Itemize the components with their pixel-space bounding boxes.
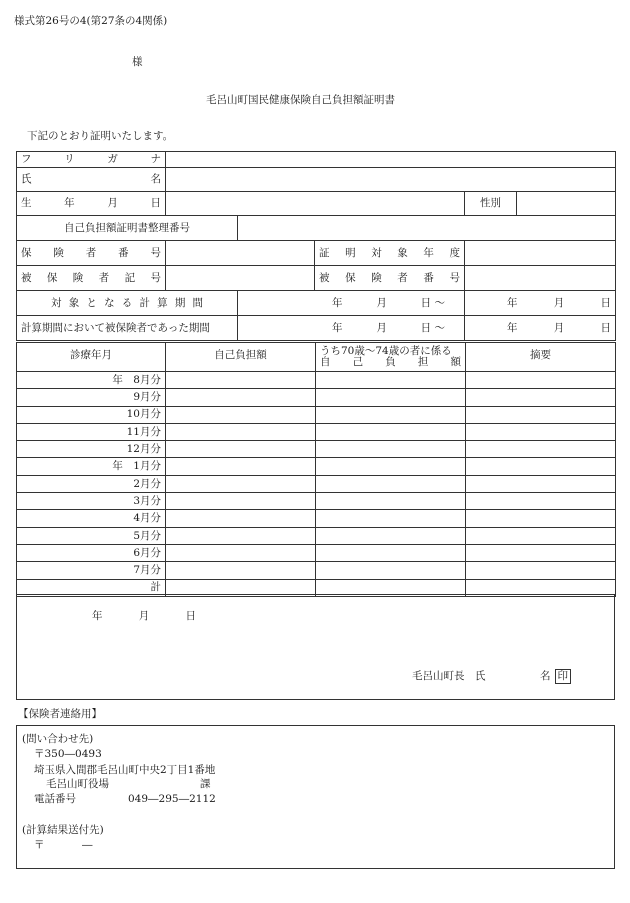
inquiry-section-suffix: 課 (200, 778, 211, 790)
cert-year-text: 証 明 対 象 年 度 (319, 246, 460, 259)
notes-cell[interactable] (466, 406, 616, 423)
insured-symbol-label (17, 266, 166, 291)
notes-cell[interactable] (466, 423, 616, 440)
header-elderly (316, 343, 466, 372)
phone-label: 電話番号 (34, 793, 76, 805)
signature-date: 年 月 日 (92, 610, 196, 622)
table-row (17, 527, 616, 544)
month-label: 9月分 (17, 389, 166, 406)
copay-cell[interactable] (166, 423, 316, 440)
signature-block (16, 594, 615, 700)
mayor-name-area (540, 669, 571, 684)
send-label: (計算結果送付先) (22, 824, 104, 836)
name-label (17, 168, 166, 192)
insurer-number-text: 保 険 者 番 号 (21, 246, 161, 259)
birthdate-input[interactable] (166, 192, 465, 216)
elderly-copay-cell[interactable] (316, 475, 466, 492)
month-label: 7月分 (17, 562, 166, 579)
contact-section-title: 【保険者連絡用】 (18, 708, 102, 720)
table-row (17, 441, 616, 458)
header-notes: 摘要 (466, 343, 616, 372)
header-copay: 自己負担額 (166, 343, 316, 372)
cert-year-label (315, 241, 465, 266)
calc-period-label (17, 291, 238, 316)
notes-cell[interactable] (466, 510, 616, 527)
copay-cell[interactable] (166, 441, 316, 458)
notes-cell[interactable] (466, 458, 616, 475)
calc-period-to-text: 年 月 日 (507, 296, 611, 309)
cert-number-input[interactable] (238, 216, 616, 241)
header-elderly-line2: 自 己 負 担 額 (320, 356, 461, 368)
copay-cell[interactable] (166, 493, 316, 510)
furigana-label (17, 152, 166, 168)
copay-cell[interactable] (166, 389, 316, 406)
calc-period-from-text: 年 月 日 〜 (332, 296, 445, 309)
month-label: 6月分 (17, 544, 166, 561)
gender-input[interactable] (517, 192, 616, 216)
insured-number-text: 被 保 険 者 番 号 (319, 271, 460, 284)
elderly-copay-cell[interactable] (316, 441, 466, 458)
month-label: 3月分 (17, 493, 166, 510)
copay-cell[interactable] (166, 562, 316, 579)
calc-period-text: 対 象 と な る 計 算 期 間 (51, 296, 203, 309)
cert-number-label: 自己負担額証明書整理番号 (17, 216, 238, 241)
personal-info-table (16, 151, 616, 341)
addressee-suffix: 様 (132, 56, 143, 68)
insured-symbol-input[interactable] (166, 266, 315, 291)
contact-block (16, 725, 615, 869)
calc-period-from[interactable] (238, 291, 465, 316)
birthdate-text: 生 年 月 日 (21, 197, 161, 210)
cert-year-input[interactable] (465, 241, 616, 266)
calc-period-to[interactable] (465, 291, 616, 316)
elderly-copay-cell[interactable] (316, 458, 466, 475)
table-row (17, 510, 616, 527)
notes-cell[interactable] (466, 475, 616, 492)
elderly-copay-cell[interactable] (316, 544, 466, 561)
insured-period-from[interactable] (238, 316, 465, 341)
copay-cell[interactable] (166, 475, 316, 492)
table-row (17, 372, 616, 389)
elderly-copay-cell[interactable] (316, 389, 466, 406)
notes-cell[interactable] (466, 562, 616, 579)
intro-text: 下記のとおり証明いたします。 (27, 130, 174, 142)
elderly-copay-cell[interactable] (316, 493, 466, 510)
insured-symbol-text: 被 保 険 者 記 号 (21, 271, 161, 284)
month-label: 4月分 (17, 510, 166, 527)
elderly-copay-cell[interactable] (316, 527, 466, 544)
header-elderly-line1: うち70歳〜74歳の者に係る (320, 344, 452, 357)
inquiry-postal: 〒350―0493 (34, 748, 102, 760)
insurer-number-input[interactable] (166, 241, 315, 266)
phone-number: 049―295―2112 (128, 793, 216, 805)
copay-cell[interactable] (166, 527, 316, 544)
table-row (17, 458, 616, 475)
copay-cell[interactable] (166, 372, 316, 389)
table-row (17, 493, 616, 510)
month-label: 10月分 (17, 406, 166, 423)
elderly-copay-cell[interactable] (316, 372, 466, 389)
notes-cell[interactable] (466, 527, 616, 544)
copay-cell[interactable] (166, 544, 316, 561)
send-dash: ― (82, 839, 93, 851)
seal-stamp: 印 (555, 669, 572, 684)
birthdate-label (17, 192, 166, 216)
notes-cell[interactable] (466, 544, 616, 561)
month-label: 5月分 (17, 527, 166, 544)
month-label: 年 8月分 (17, 372, 166, 389)
table-row (17, 423, 616, 440)
furigana-input[interactable] (166, 152, 616, 168)
form-number: 様式第26号の4(第27条の4関係) (14, 15, 168, 27)
form-title: 毛呂山町国民健康保険自己負担額証明書 (206, 94, 395, 106)
insured-number-input[interactable] (465, 266, 616, 291)
table-row (17, 475, 616, 492)
notes-cell[interactable] (466, 389, 616, 406)
send-postal: 〒 (34, 839, 45, 851)
inquiry-office: 毛呂山町役場 (46, 778, 109, 790)
name-suffix: 名 (540, 670, 551, 682)
insurer-number-label (17, 241, 166, 266)
elderly-copay-cell[interactable] (316, 510, 466, 527)
insured-period-to-text: 年 月 日 (507, 321, 611, 334)
notes-cell[interactable] (466, 372, 616, 389)
month-label: 12月分 (17, 441, 166, 458)
inquiry-label: (問い合わせ先) (22, 733, 94, 745)
inquiry-address: 埼玉県入間郡毛呂山町中央2丁目1番地 (34, 764, 216, 776)
mayor-label: 毛呂山町長 氏 (412, 670, 486, 682)
gender-label: 性別 (465, 192, 517, 216)
month-label: 年 1月分 (17, 458, 166, 475)
header-month: 診療年月 (17, 343, 166, 372)
table-row (17, 406, 616, 423)
notes-cell[interactable] (466, 493, 616, 510)
elderly-copay-cell[interactable] (316, 406, 466, 423)
copay-cell[interactable] (166, 406, 316, 423)
insured-period-label (17, 316, 238, 341)
month-label: 2月分 (17, 475, 166, 492)
table-row (17, 389, 616, 406)
elderly-copay-cell[interactable] (316, 423, 466, 440)
monthly-copay-table (16, 342, 616, 597)
furigana-text: フ リ ガ ナ (21, 153, 161, 166)
elderly-copay-cell[interactable] (316, 562, 466, 579)
month-label: 11月分 (17, 423, 166, 440)
table-row (17, 562, 616, 579)
month-label: 計 (17, 579, 166, 596)
name-input[interactable] (166, 168, 616, 192)
copay-cell[interactable] (166, 458, 316, 475)
insured-number-label (315, 266, 465, 291)
insured-period-from-text: 年 月 日 〜 (332, 321, 445, 334)
table-row (17, 544, 616, 561)
insured-period-text: 計算期間において被保険者であった期間 (21, 321, 210, 334)
name-text: 氏 名 (21, 173, 161, 186)
month-rows (17, 372, 616, 597)
notes-cell[interactable] (466, 441, 616, 458)
insured-period-to[interactable] (465, 316, 616, 341)
copay-cell[interactable] (166, 510, 316, 527)
